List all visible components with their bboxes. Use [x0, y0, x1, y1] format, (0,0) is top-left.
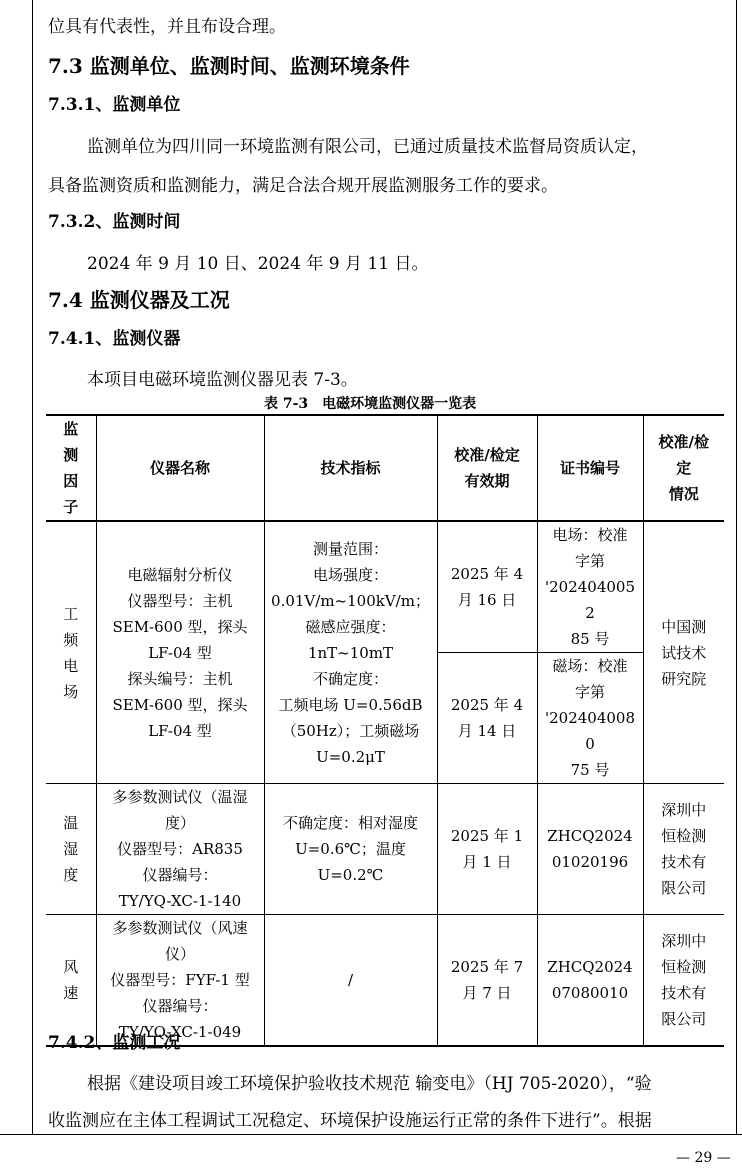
table-row [46, 784, 724, 915]
header-certificate-no: 证书编号 [537, 415, 643, 521]
top-line-text: 位具有代表性，并且布设合理。 [48, 17, 286, 37]
table-caption: 表 7-3 电磁环境监测仪器一览表 [264, 396, 477, 412]
header-instrument-name: 仪器名称 [96, 415, 264, 521]
row2-validity: 2025 年 1 月 1 日 [437, 784, 537, 915]
section-7-3-2-heading: 7.3.2、监测时间 [48, 212, 181, 232]
row2-calibration-status: 深圳中 恒检测 技术有 限公司 [643, 784, 724, 915]
right-border [736, 0, 737, 1134]
row3-certificate-no: ZHCQ2024 07080010 [537, 915, 643, 1047]
row1a-certificate-no: 电场：校准 字第 '2024040052 85 号 [537, 521, 643, 653]
row1-factor: 工 频 电 场 [46, 521, 96, 784]
table-row [46, 915, 724, 1047]
table-row [46, 521, 724, 653]
row1a-validity: 2025 年 4 月 16 日 [437, 521, 537, 653]
row1-technical-spec: 测量范围： 电场强度： 0.01V/m~100kV/m； 磁感应强度： 1nT~10mT 不确定度： 工频电场 U=0.56dB （50Hz）；工频磁场 U=0.2μT [264, 521, 437, 784]
section-7-4-2-heading: 7.4.2、监测工况 [48, 1033, 181, 1053]
section-7-4-2-paragraph-line1: 根据《建设项目竣工环境保护验收技术规范 输变电》（HJ 705-2020），“验 [87, 1074, 652, 1094]
table-header-row [46, 415, 724, 521]
row3-calibration-status: 深圳中 恒检测 技术有 限公司 [643, 915, 724, 1047]
row3-validity: 2025 年 7 月 7 日 [437, 915, 537, 1047]
section-7-3-heading: 7.3 监测单位、监测时间、监测环境条件 [48, 54, 410, 78]
row1-instrument-name: 电磁辐射分析仪 仪器型号：主机 SEM-600 型，探头 LF-04 型 探头编号：主机 SEM-600 型，探头 LF-04 型 [96, 521, 264, 784]
left-border [32, 0, 33, 1134]
section-7-4-2-paragraph-line2: 收监测应在主体工程调试工况稳定、环境保护设施运行正常的条件下进行”。根据 [48, 1111, 652, 1131]
section-7-4-1-heading: 7.4.1、监测仪器 [48, 329, 181, 349]
row2-factor: 温 湿 度 [46, 784, 96, 915]
row2-certificate-no: ZHCQ2024 01020196 [537, 784, 643, 915]
row2-technical-spec: 不确定度：相对湿度 U=0.6℃；温度 U=0.2℃ [264, 784, 437, 915]
section-7-4-1-paragraph: 本项目电磁环境监测仪器见表 7-3。 [87, 370, 358, 390]
bottom-border [0, 1134, 742, 1135]
section-7-3-1-paragraph-line2: 具备监测资质和监测能力，满足合法合规开展监测服务工作的要求。 [48, 176, 558, 196]
section-7-3-2-paragraph: 2024 年 9 月 10 日、2024 年 9 月 11 日。 [87, 254, 429, 274]
row2-instrument-name: 多参数测试仪（温湿 度） 仪器型号：AR835 仪器编号： TY/YQ-XC-1-140 [96, 784, 264, 915]
section-7-3-1-heading: 7.3.1、监测单位 [48, 95, 181, 115]
header-calibration-status: 校准/检 定 情况 [643, 415, 724, 521]
row1-calibration-status: 中国测 试技术 研究院 [643, 521, 724, 784]
page-number: — 29 — [676, 1150, 731, 1166]
header-validity: 校准/检定 有效期 [437, 415, 537, 521]
header-technical-spec: 技术指标 [264, 415, 437, 521]
section-7-4-heading: 7.4 监测仪器及工况 [48, 288, 230, 312]
row1b-certificate-no: 磁场：校准 字第 '2024040080 75 号 [537, 653, 643, 784]
section-7-3-1-paragraph-line1: 监测单位为四川同一环境监测有限公司，已通过质量技术监督局资质认定， [87, 137, 648, 157]
row3-technical-spec: / [264, 915, 437, 1047]
row3-instrument-name: 多参数测试仪（风速 仪） 仪器型号：FYF-1 型 仪器编号： TY/YQ-XC-1-049 [96, 915, 264, 1047]
header-factor: 监 测 因 子 [46, 415, 96, 521]
row3-factor: 风 速 [46, 915, 96, 1047]
row1b-validity: 2025 年 4 月 14 日 [437, 653, 537, 784]
instrument-table [46, 414, 724, 1047]
